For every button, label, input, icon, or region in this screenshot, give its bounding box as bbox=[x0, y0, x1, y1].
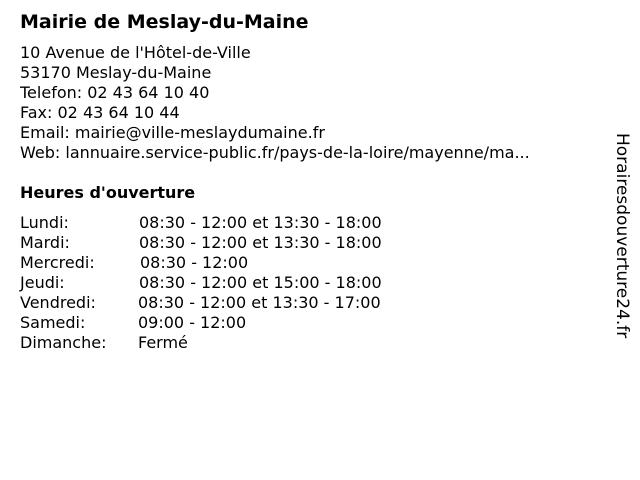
day-label: Vendredi: bbox=[20, 293, 96, 312]
day-hours: 08:30 - 12:00 et 15:00 - 18:00 bbox=[139, 273, 382, 292]
email-line bbox=[20, 123, 595, 143]
email-link[interactable]: mairie@ville-meslaydumaine.fr bbox=[74, 123, 325, 142]
address-line-2: 53170 Meslay-du-Maine bbox=[20, 63, 212, 82]
fax-number: 02 43 64 10 44 bbox=[57, 103, 180, 122]
day-label: Lundi: bbox=[20, 213, 69, 232]
web-label: Web: bbox=[20, 143, 61, 162]
hours-table bbox=[20, 213, 440, 353]
page-title: Mairie de Meslay-du-Maine bbox=[20, 11, 309, 33]
fax-line bbox=[20, 103, 595, 123]
phone-label: Telefon: bbox=[20, 83, 83, 102]
address-line-1: 10 Avenue de l'Hôtel-de-Ville bbox=[20, 43, 251, 62]
day-hours: 08:30 - 12:00 et 13:30 - 18:00 bbox=[139, 233, 382, 252]
phone-number[interactable]: 02 43 64 10 40 bbox=[87, 83, 210, 102]
site-watermark: Horairesdouverture24.fr bbox=[612, 133, 632, 339]
email-label: Email: bbox=[20, 123, 70, 142]
hours-row-mercredi bbox=[20, 253, 440, 273]
hours-row-mardi bbox=[20, 233, 440, 253]
hours-row-samedi bbox=[20, 313, 440, 333]
day-hours: 09:00 - 12:00 bbox=[138, 313, 247, 332]
hours-row-lundi bbox=[20, 213, 440, 233]
day-hours: Fermé bbox=[138, 333, 188, 352]
phone-line bbox=[20, 83, 595, 103]
web-link[interactable]: lannuaire.service-public.fr/pays-de-la-loire/mayenne/ma... bbox=[65, 143, 530, 162]
day-hours: 08:30 - 12:00 et 13:30 - 18:00 bbox=[139, 213, 382, 232]
day-hours: 08:30 - 12:00 et 13:30 - 17:00 bbox=[138, 293, 381, 312]
hours-row-jeudi bbox=[20, 273, 440, 293]
hours-row-vendredi bbox=[20, 293, 440, 313]
day-label: Dimanche: bbox=[20, 333, 107, 352]
hours-row-dimanche bbox=[20, 333, 440, 353]
fax-label: Fax: bbox=[20, 103, 53, 122]
day-label: Samedi: bbox=[20, 313, 86, 332]
day-hours: 08:30 - 12:00 bbox=[140, 253, 249, 272]
day-label: Mercredi: bbox=[20, 253, 95, 272]
day-label: Mardi: bbox=[20, 233, 70, 252]
day-label: Jeudi: bbox=[20, 273, 65, 292]
hours-heading: Heures d'ouverture bbox=[20, 183, 196, 202]
contact-block bbox=[20, 43, 595, 163]
web-line bbox=[20, 143, 595, 163]
